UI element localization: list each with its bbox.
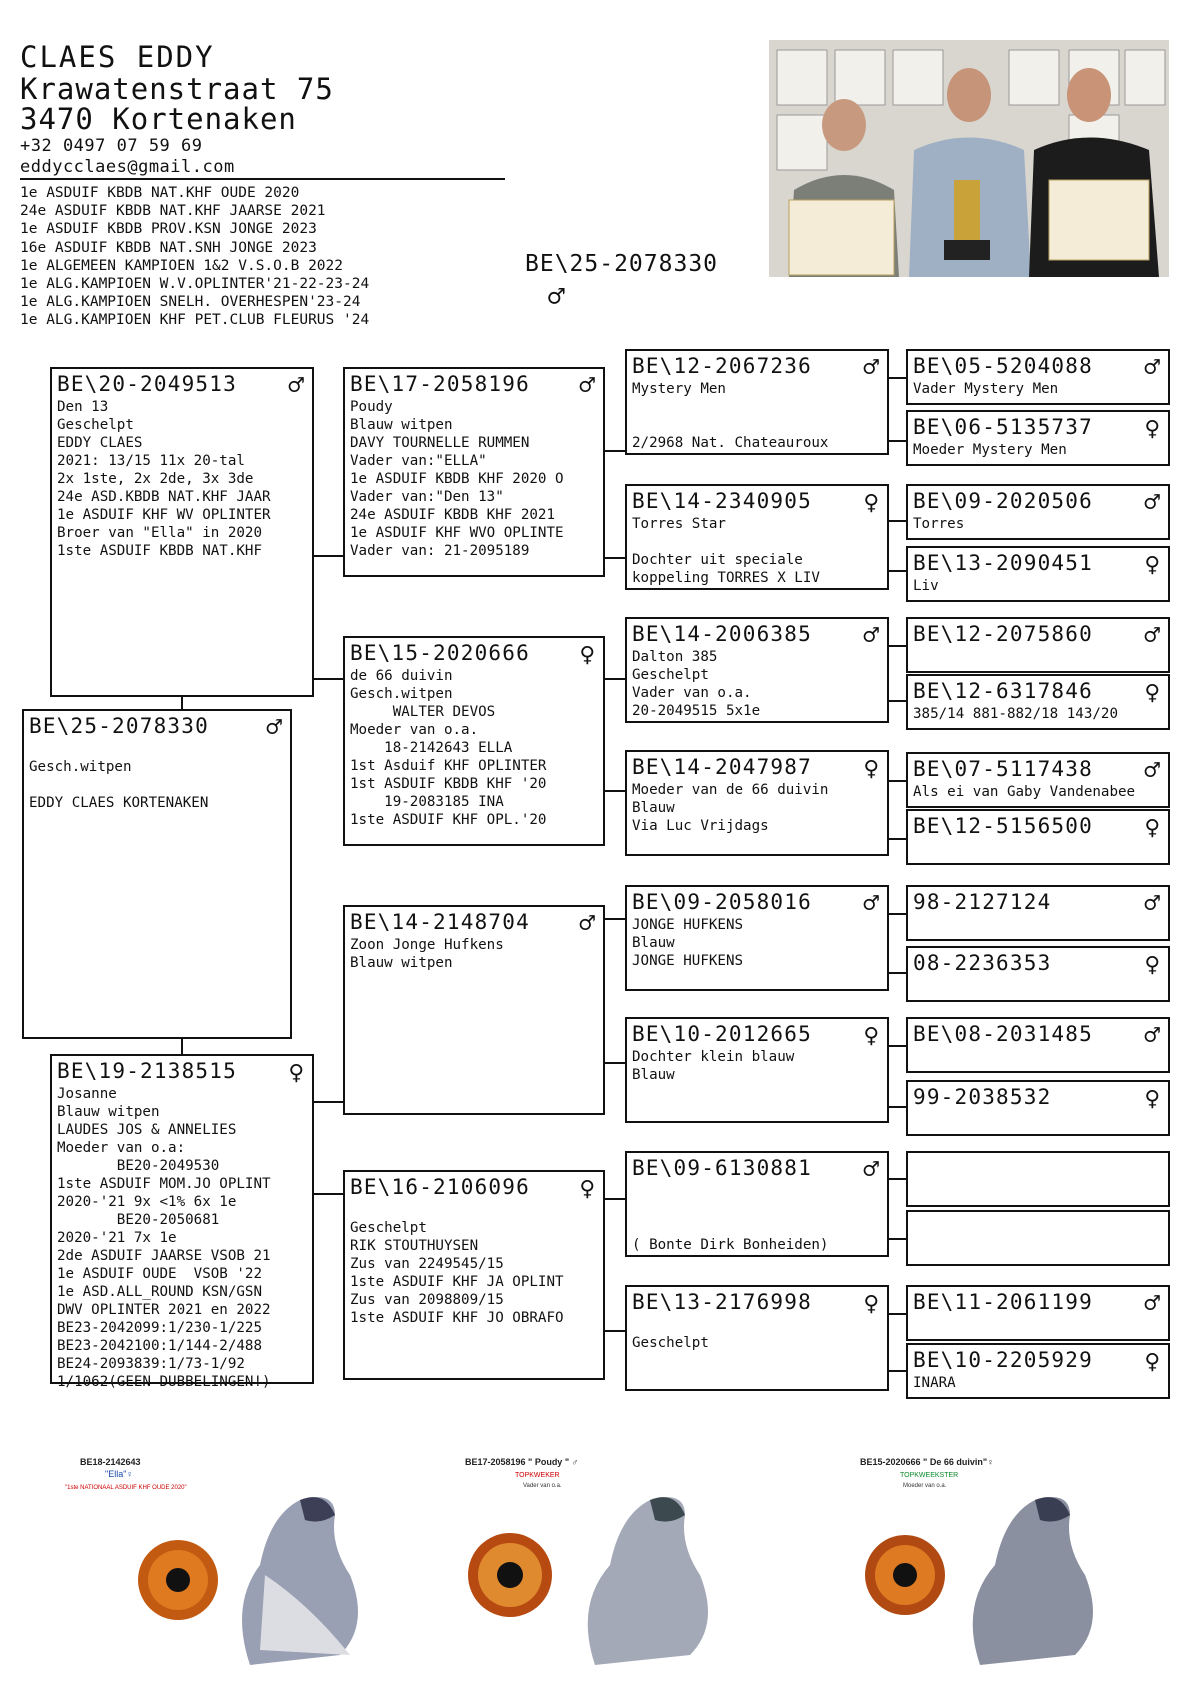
pedigree-note-line: Gesch.witpen — [350, 686, 453, 702]
pedigree-note-line: koppeling TORRES X LIV — [632, 570, 820, 586]
pedigree-note-line — [29, 740, 286, 758]
card-name: TOPKWEEKSTER — [900, 1472, 959, 1479]
pedigree-note-line: 1/1062(GEEN DUBBELINGEN!) — [57, 1374, 271, 1390]
connector-line — [314, 555, 343, 557]
pigeon-card-ella — [50, 1455, 410, 1665]
pedigree-box-g4 — [906, 546, 1170, 602]
pedigree-note-line: Blauw witpen — [350, 417, 453, 433]
pedigree-note-line: Geschelpt — [57, 417, 134, 433]
breeder-city: 3470 Kortenaken — [20, 102, 297, 136]
main-ring-number: BE\25-2078330 — [525, 251, 719, 277]
pedigree-note-line — [632, 1316, 883, 1334]
pigeon-icon — [242, 1497, 358, 1665]
pedigree-note-line: BE24-2093839:1/73-1/92 — [57, 1356, 245, 1372]
pedigree-box-mf — [343, 905, 605, 1115]
pedigree-box-g10 — [906, 946, 1170, 1002]
pedigree-note-line — [632, 533, 883, 551]
pedigree-note-line: 2/2968 Nat. Chateauroux — [632, 435, 829, 451]
pedigree-note-line: 2020-'21 9x <1% 6x 1e — [57, 1194, 237, 1210]
pedigree-notes — [632, 781, 883, 835]
pedigree-note-line: 385/14 881-882/18 143/20 — [913, 706, 1118, 722]
pigeon-icon — [973, 1497, 1093, 1665]
ring-number: BE\10-2012665 — [632, 1022, 812, 1046]
pedigree-note-line: Blauw witpen — [350, 955, 453, 971]
connector-line — [889, 913, 906, 915]
pedigree-note-line: Mystery Men — [632, 381, 726, 397]
pedigree-note-line: Poudy — [350, 399, 393, 415]
pedigree-note-line: Liv — [913, 578, 939, 594]
connector-line — [889, 1178, 906, 1180]
pedigree-note-line: Blauw — [632, 1067, 675, 1083]
pedigree-note-line: 1e ASDUIF KHF WV OPLINTER — [57, 507, 271, 523]
pedigree-box-fm — [343, 636, 605, 846]
pedigree-box-fff — [625, 349, 889, 455]
pedigree-note-line — [632, 416, 883, 434]
pedigree-note-line: Zus van 2249545/15 — [350, 1256, 504, 1272]
pedigree-note-line: 1ste ASDUIF KHF JA OPLINT — [350, 1274, 564, 1290]
ring-number: BE\11-2061199 — [913, 1290, 1093, 1314]
pedigree-note-line: Geschelpt — [632, 1335, 709, 1351]
ring-number: BE\14-2148704 — [350, 910, 530, 934]
pedigree-note-line: BE23-2042099:1/230-1/225 — [57, 1320, 262, 1336]
title-line: 16e ASDUIF KBDB NAT.SNH JONGE 2023 — [20, 239, 317, 256]
connector-line — [314, 1101, 343, 1103]
ring-number: BE\13-2090451 — [913, 551, 1093, 575]
pedigree-box-mfm — [625, 1017, 889, 1123]
male-icon: ♂ — [1144, 756, 1160, 786]
pedigree-notes — [632, 1182, 883, 1254]
pedigree-note-line — [632, 398, 883, 416]
pedigree-note-line: Moeder van o.a. — [350, 722, 479, 738]
male-icon: ♂ — [863, 353, 879, 383]
header-divider — [20, 178, 505, 180]
connector-line — [605, 1198, 625, 1200]
connector-line — [889, 377, 906, 379]
ring-number: BE\07-5117438 — [913, 757, 1093, 781]
pedigree-note-line: Blauw witpen — [57, 1104, 160, 1120]
ring-number: BE\20-2049513 — [57, 372, 237, 396]
female-icon: ♀ — [1144, 950, 1160, 980]
ring-number: BE\15-2020666 — [350, 641, 530, 665]
card-sub: Vader van o.a. — [523, 1483, 562, 1489]
pedigree-note-line: DWV OPLINTER 2021 en 2022 — [57, 1302, 271, 1318]
connector-line — [605, 918, 625, 920]
pedigree-note-line: 1st ASDUIF KBDB KHF '20 — [350, 776, 547, 792]
pedigree-note-line — [632, 1218, 883, 1236]
pedigree-note-line: 1e ASDUIF KBDB KHF 2020 O — [350, 471, 564, 487]
pedigree-note-line: Blauw — [632, 935, 675, 951]
pedigree-note-line: Den 13 — [57, 399, 109, 415]
titles-list — [20, 184, 369, 330]
connector-line — [889, 440, 906, 442]
pedigree-note-line: 1ste ASDUIF KBDB NAT.KHF — [57, 543, 262, 559]
ring-number: BE\05-5204088 — [913, 354, 1093, 378]
pedigree-box-mmf — [625, 1151, 889, 1257]
pedigree-notes — [632, 648, 883, 720]
male-icon: ♂ — [266, 713, 282, 743]
male-icon: ♂ — [1144, 488, 1160, 518]
male-icon: ♂ — [863, 621, 879, 651]
breeder-photo — [769, 40, 1169, 277]
connector-line — [314, 678, 343, 680]
pedigree-note-line: 1e ASD.ALL_ROUND KSN/GSN — [57, 1284, 262, 1300]
pedigree-box-g14 — [906, 1210, 1170, 1266]
pedigree-note-line: JONGE HUFKENS — [632, 917, 744, 933]
pedigree-note-line: BE20-2049530 — [57, 1158, 220, 1174]
pedigree-box-mmm — [625, 1285, 889, 1391]
connector-line — [889, 1370, 906, 1372]
title-line: 1e ALGEMEEN KAMPIOEN 1&2 V.S.O.B 2022 — [20, 257, 344, 274]
female-icon: ♀ — [1144, 813, 1160, 843]
pedigree-note-line: DAVY TOURNELLE RUMMEN — [350, 435, 530, 451]
connector-line — [889, 1045, 906, 1047]
main-male-icon: ♂ — [548, 280, 565, 313]
pedigree-notes — [29, 740, 286, 812]
pedigree-note-line: INARA — [913, 1375, 956, 1391]
pigeon-card-66-duivin — [845, 1455, 1190, 1665]
title-line: 24e ASDUIF KBDB NAT.KHF JAARSE 2021 — [20, 203, 326, 220]
pedigree-box-g13 — [906, 1151, 1170, 1207]
pedigree-notes — [913, 1374, 1164, 1392]
connector-line — [889, 838, 906, 840]
ring-number: BE\10-2205929 — [913, 1348, 1093, 1372]
pedigree-note-line: Blauw — [632, 800, 675, 816]
female-icon: ♀ — [579, 640, 595, 670]
pedigree-note-line: Gesch.witpen — [29, 759, 132, 775]
card-title: BE15-2020666 " De 66 duivin"♀ — [860, 1457, 994, 1467]
pedigree-note-line: Vader van: 21-2095189 — [350, 543, 530, 559]
ring-number: BE\17-2058196 — [350, 372, 530, 396]
male-icon: ♂ — [579, 909, 595, 939]
pedigree-box-subject — [22, 709, 292, 1039]
pedigree-box-g12 — [906, 1080, 1170, 1136]
pedigree-notes — [632, 916, 883, 970]
pedigree-note-line: Via Luc Vrijdags — [632, 818, 769, 834]
pedigree-box-g7 — [906, 752, 1170, 808]
pedigree-note-line — [632, 1200, 883, 1218]
pedigree-box-fmf — [625, 617, 889, 723]
connector-line — [314, 1193, 343, 1195]
female-icon: ♀ — [579, 1174, 595, 1204]
pedigree-notes — [350, 398, 599, 560]
title-line: 1e ALG.KAMPIOEN W.V.OPLINTER'21-22-23-24 — [20, 276, 370, 293]
pedigree-note-line: 1ste ASDUIF KHF OPL.'20 — [350, 812, 547, 828]
pedigree-note-line: BE23-2042100:1/144-2/488 — [57, 1338, 262, 1354]
card-title: BE18-2142643 — [80, 1457, 141, 1467]
pedigree-notes — [350, 667, 599, 829]
pedigree-note-line: Moeder van o.a: — [57, 1140, 186, 1156]
pedigree-note-line: 2de ASDUIF JAARSE VSOB 21 — [57, 1248, 271, 1264]
pedigree-note-line: 18-2142643 ELLA — [350, 740, 513, 756]
ring-number: BE\16-2106096 — [350, 1175, 530, 1199]
pedigree-notes — [913, 577, 1164, 595]
pedigree-note-line: Geschelpt — [350, 1220, 427, 1236]
pedigree-box-g1 — [906, 349, 1170, 405]
pedigree-notes — [632, 1316, 883, 1352]
connector-line — [889, 780, 906, 782]
breeder-phone: +32 0497 07 59 69 — [20, 136, 203, 156]
pedigree-note-line: LAUDES JOS & ANNELIES — [57, 1122, 237, 1138]
pedigree-note-line: 1ste ASDUIF MOM.JO OPLINT — [57, 1176, 271, 1192]
pedigree-note-line: Vader Mystery Men — [913, 381, 1059, 397]
breeder-street: Krawatenstraat 75 — [20, 72, 334, 106]
pedigree-note-line: Zoon Jonge Hufkens — [350, 937, 504, 953]
pedigree-notes — [57, 1085, 308, 1391]
connector-line — [889, 700, 906, 702]
pedigree-note-line: Dochter uit speciale — [632, 552, 803, 568]
pedigree-notes — [913, 441, 1164, 459]
pedigree-note-line: Zus van 2098809/15 — [350, 1292, 504, 1308]
female-icon: ♀ — [288, 1058, 304, 1088]
pedigree-box-ffm — [625, 484, 889, 590]
connector-line — [889, 645, 906, 647]
pedigree-note-line: Torres Star — [632, 516, 726, 532]
pedigree-note-line: Dochter klein blauw — [632, 1049, 795, 1065]
connector-line — [605, 678, 625, 680]
card-title: BE17-2058196 " Poudy " ♂ — [465, 1457, 579, 1467]
pedigree-box-ff — [343, 367, 605, 577]
card-sub: Moeder van o.a. — [903, 1483, 947, 1489]
pedigree-note-line: 2021: 13/15 11x 20-tal — [57, 453, 245, 469]
female-icon: ♀ — [863, 1021, 879, 1051]
pedigree-note-line: 24e ASDUIF KBDB KHF 2021 — [350, 507, 555, 523]
ring-number: BE\12-6317846 — [913, 679, 1093, 703]
card-name: TOPKWEKER — [515, 1472, 560, 1479]
male-icon: ♂ — [1144, 621, 1160, 651]
pedigree-notes — [632, 515, 883, 587]
pedigree-notes — [632, 1048, 883, 1084]
connector-line — [889, 1106, 906, 1108]
pedigree-note-line: Broer van "Ella" in 2020 — [57, 525, 262, 541]
female-icon: ♀ — [1144, 550, 1160, 580]
pedigree-note-line: Vader van o.a. — [632, 685, 752, 701]
pedigree-box-father — [50, 367, 314, 697]
ring-number: BE\09-2020506 — [913, 489, 1093, 513]
card-sub: "1ste NATIONAAL ASDUIF KHF OUDE 2020" — [65, 1485, 187, 1491]
pedigree-note-line: Vader van:"ELLA" — [350, 453, 487, 469]
pedigree-note-line: WALTER DEVOS — [350, 704, 496, 720]
pedigree-note-line: 2x 1ste, 2x 2de, 3x 3de — [57, 471, 254, 487]
pedigree-note-line: 19-2083185 INA — [350, 794, 504, 810]
pedigree-box-g2 — [906, 410, 1170, 466]
pedigree-note-line: 1e ASDUIF KHF WVO OPLINTE — [350, 525, 564, 541]
ring-number: BE\08-2031485 — [913, 1022, 1093, 1046]
pedigree-notes — [913, 783, 1164, 801]
pedigree-notes — [913, 515, 1164, 533]
pedigree-notes — [632, 380, 883, 452]
female-icon: ♀ — [1144, 678, 1160, 708]
pedigree-box-fmm — [625, 750, 889, 856]
ring-number: BE\12-5156500 — [913, 814, 1093, 838]
pedigree-note-line: 1ste ASDUIF KHF JO OBRAFO — [350, 1310, 564, 1326]
male-icon: ♂ — [863, 1155, 879, 1185]
card-name: "Ella"♀ — [105, 1469, 134, 1479]
connector-line — [605, 557, 625, 559]
ring-number: BE\09-6130881 — [632, 1156, 812, 1180]
pigeon-icon — [588, 1497, 708, 1665]
ring-number: BE\14-2047987 — [632, 755, 812, 779]
connector-line — [605, 1062, 625, 1064]
pedigree-notes — [350, 1201, 599, 1327]
male-icon: ♂ — [288, 371, 304, 401]
pedigree-note-line: 24e ASD.KBDB NAT.KHF JAAR — [57, 489, 271, 505]
female-icon: ♀ — [863, 1289, 879, 1319]
pedigree-note-line: RIK STOUTHUYSEN — [350, 1238, 479, 1254]
pedigree-box-mother — [50, 1054, 314, 1390]
ring-number: BE\12-2075860 — [913, 622, 1093, 646]
ring-number: BE\14-2006385 — [632, 622, 812, 646]
pedigree-note-line: JONGE HUFKENS — [632, 953, 744, 969]
connector-line — [889, 972, 906, 974]
breeder-name: CLAES EDDY — [20, 40, 215, 74]
male-icon: ♂ — [1144, 1021, 1160, 1051]
female-icon: ♀ — [863, 754, 879, 784]
connector-line — [605, 450, 625, 452]
male-icon: ♂ — [1144, 353, 1160, 383]
pedigree-box-g3 — [906, 484, 1170, 540]
pedigree-note-line: 20-2049515 5x1e — [632, 703, 761, 719]
pedigree-note-line: Als ei van Gaby Vandenabee — [913, 784, 1136, 800]
pedigree-box-g9 — [906, 885, 1170, 941]
male-icon: ♂ — [1144, 1289, 1160, 1319]
connector-line — [889, 520, 906, 522]
connector-line — [181, 1039, 183, 1054]
pedigree-note-line: Moeder van de 66 duivin — [632, 782, 829, 798]
pedigree-note-line: Josanne — [57, 1086, 117, 1102]
pedigree-note-line: 1st Asduif KHF OPLINTER — [350, 758, 547, 774]
connector-line — [605, 790, 625, 792]
male-icon: ♂ — [863, 889, 879, 919]
pedigree-box-mff — [625, 885, 889, 991]
pedigree-box-g15 — [906, 1285, 1170, 1341]
pedigree-note-line: Dalton 385 — [632, 649, 718, 665]
pedigree-note-line: ( Bonte Dirk Bonheiden) — [632, 1237, 829, 1253]
connector-line — [889, 1238, 906, 1240]
connector-line — [605, 1330, 625, 1332]
connector-line — [889, 570, 906, 572]
connector-line — [889, 1313, 906, 1315]
pedigree-box-g16 — [906, 1343, 1170, 1399]
female-icon: ♀ — [1144, 414, 1160, 444]
pedigree-note-line: Torres — [913, 516, 965, 532]
ring-number: BE\12-2067236 — [632, 354, 812, 378]
pedigree-note-line: EDDY CLAES — [57, 435, 143, 451]
pigeon-card-poudy — [445, 1455, 805, 1665]
title-line: 1e ALG.KAMPIOEN KHF PET.CLUB FLEURUS '24 — [20, 312, 370, 329]
pedigree-notes — [913, 380, 1164, 398]
female-icon: ♀ — [1144, 1347, 1160, 1377]
female-icon: ♀ — [863, 488, 879, 518]
ring-number: BE\09-2058016 — [632, 890, 812, 914]
ring-number: 99-2038532 — [913, 1085, 1052, 1109]
male-icon: ♂ — [579, 371, 595, 401]
pedigree-note-line: 2020-'21 7x 1e — [57, 1230, 177, 1246]
pedigree-box-g8 — [906, 809, 1170, 865]
pedigree-note-line: BE20-2050681 — [57, 1212, 220, 1228]
pedigree-box-g11 — [906, 1017, 1170, 1073]
pedigree-notes — [350, 936, 599, 972]
title-line: 1e ASDUIF KBDB PROV.KSN JONGE 2023 — [20, 221, 317, 238]
title-line: 1e ASDUIF KBDB NAT.KHF OUDE 2020 — [20, 185, 300, 201]
pedigree-note-line — [632, 1182, 883, 1200]
pedigree-note-line: de 66 duivin — [350, 668, 453, 684]
ring-number: BE\13-2176998 — [632, 1290, 812, 1314]
pedigree-note-line: Geschelpt — [632, 667, 709, 683]
pedigree-note-line: EDDY CLAES KORTENAKEN — [29, 795, 209, 811]
ring-number: BE\06-5135737 — [913, 415, 1093, 439]
pedigree-note-line: Vader van:"Den 13" — [350, 489, 504, 505]
pedigree-note-line — [29, 776, 286, 794]
pedigree-notes — [913, 705, 1164, 723]
ring-number: BE\19-2138515 — [57, 1059, 237, 1083]
pedigree-box-g6 — [906, 674, 1170, 730]
connector-line — [181, 697, 183, 709]
pedigree-note-line: Moeder Mystery Men — [913, 442, 1067, 458]
female-icon: ♀ — [1144, 1084, 1160, 1114]
pedigree-note-line: 1e ASDUIF OUDE VSOB '22 — [57, 1266, 262, 1282]
male-icon: ♂ — [1144, 889, 1160, 919]
ring-number: 08-2236353 — [913, 951, 1052, 975]
breeder-email[interactable]: eddycclaes@gmail.com — [20, 157, 235, 177]
ring-number: BE\14-2340905 — [632, 489, 812, 513]
ring-number: BE\25-2078330 — [29, 714, 209, 738]
ring-number: 98-2127124 — [913, 890, 1052, 914]
pedigree-note-line — [350, 1201, 599, 1219]
pedigree-notes — [57, 398, 308, 560]
pedigree-box-mm — [343, 1170, 605, 1380]
title-line: 1e ALG.KAMPIOEN SNELH. OVERHESPEN'23-24 — [20, 294, 361, 311]
pedigree-box-g5 — [906, 617, 1170, 673]
